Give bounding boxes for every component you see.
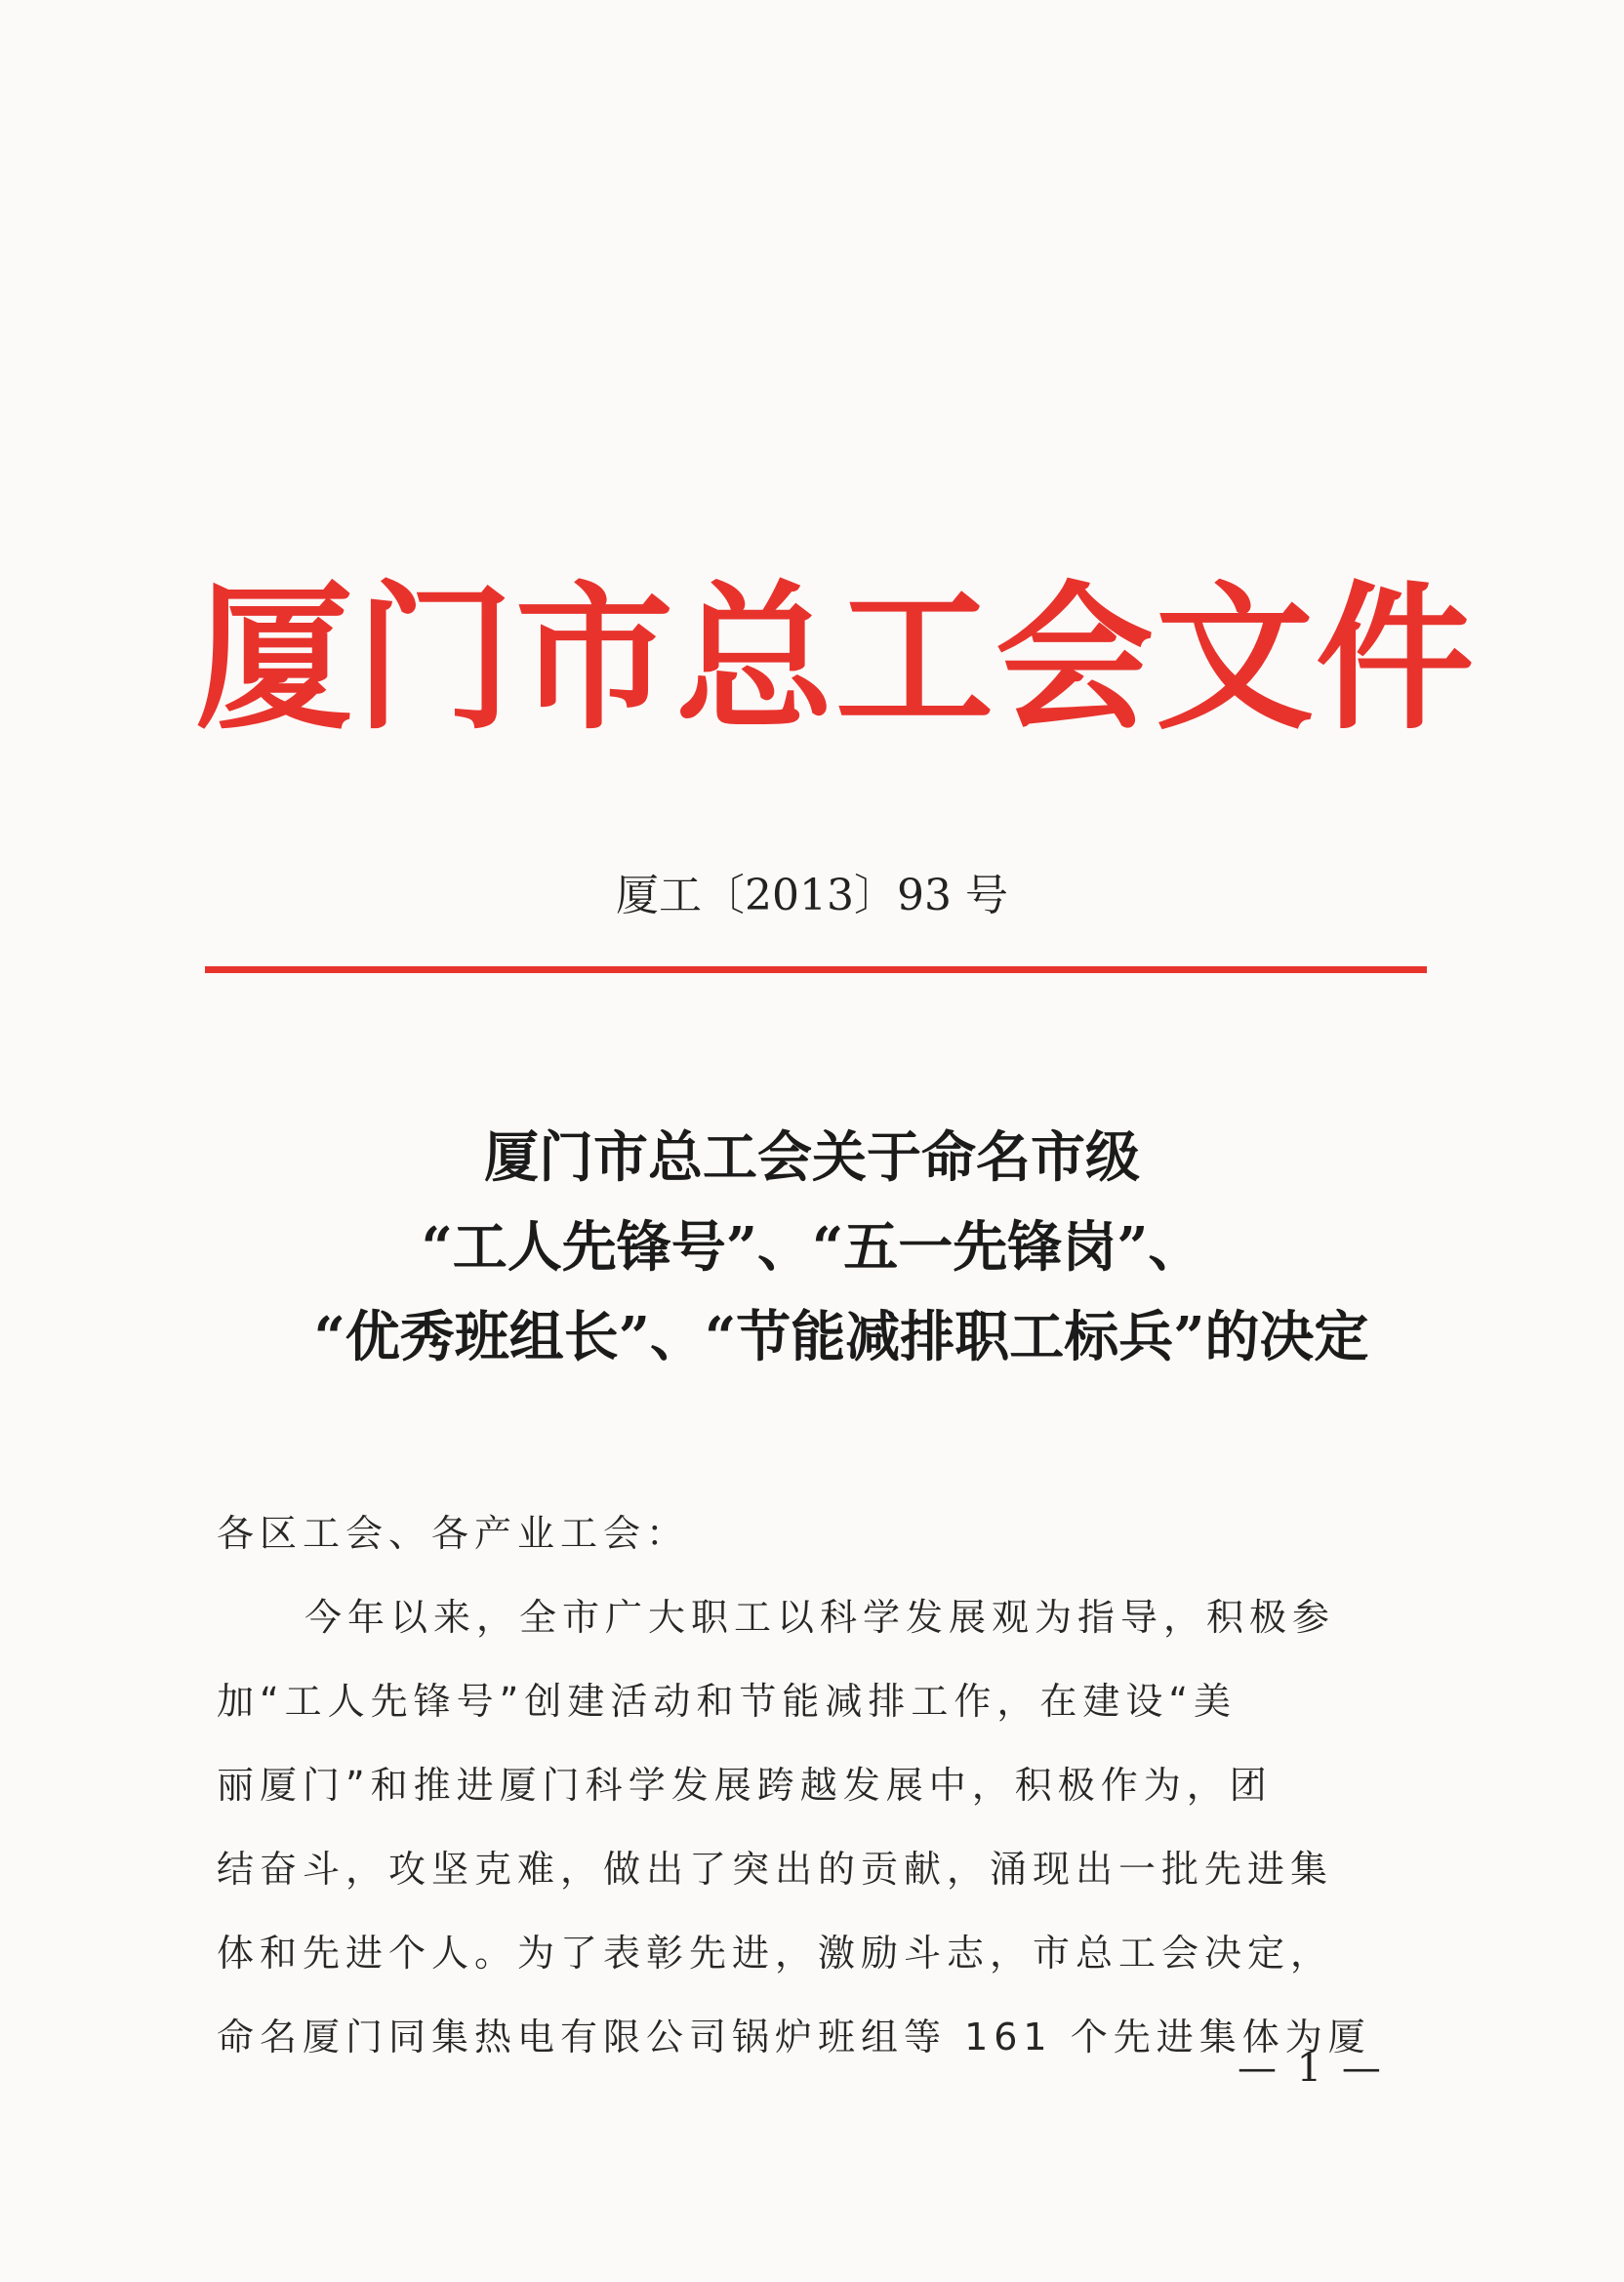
body-line: 丽厦门”和推进厦门科学发展跨越发展中，积极作为，团 [217, 1764, 1273, 1807]
body-line: 命名厦门同集热电有限公司锅炉班组等 161 个先进集体为厦 [217, 2016, 1371, 2058]
body-line: 体和先进个人。为了表彰先进，激励斗志，市总工会决定， [217, 1932, 1334, 1975]
title-line-2: “工人先锋号”、“五一先锋岗”、 [421, 1215, 1203, 1280]
page-number: — 1 — [1238, 2046, 1385, 2091]
body-line: 结奋斗，攻坚克难，做出了突出的贡献，涌现出一批先进集 [217, 1848, 1334, 1891]
header-divider [205, 966, 1427, 973]
document-title [0, 1113, 1624, 1382]
document-header-title: 厦门市总工会文件 [195, 566, 1476, 752]
document-body [217, 1491, 1419, 2079]
title-line-3: “优秀班组长”、“节能减排职工标兵”的决定 [313, 1305, 1369, 1369]
document-number: 厦工〔2013〕93 号 [616, 871, 1008, 920]
body-line: 加“工人先锋号”创建活动和节能减排工作，在建设“美 [217, 1680, 1238, 1723]
title-line-1: 厦门市总工会关于命名市级 [484, 1125, 1140, 1190]
body-line: 今年以来，全市广大职工以科学发展观为指导，积极参 [304, 1596, 1336, 1639]
salutation: 各区工会、各产业工会： [217, 1512, 690, 1555]
